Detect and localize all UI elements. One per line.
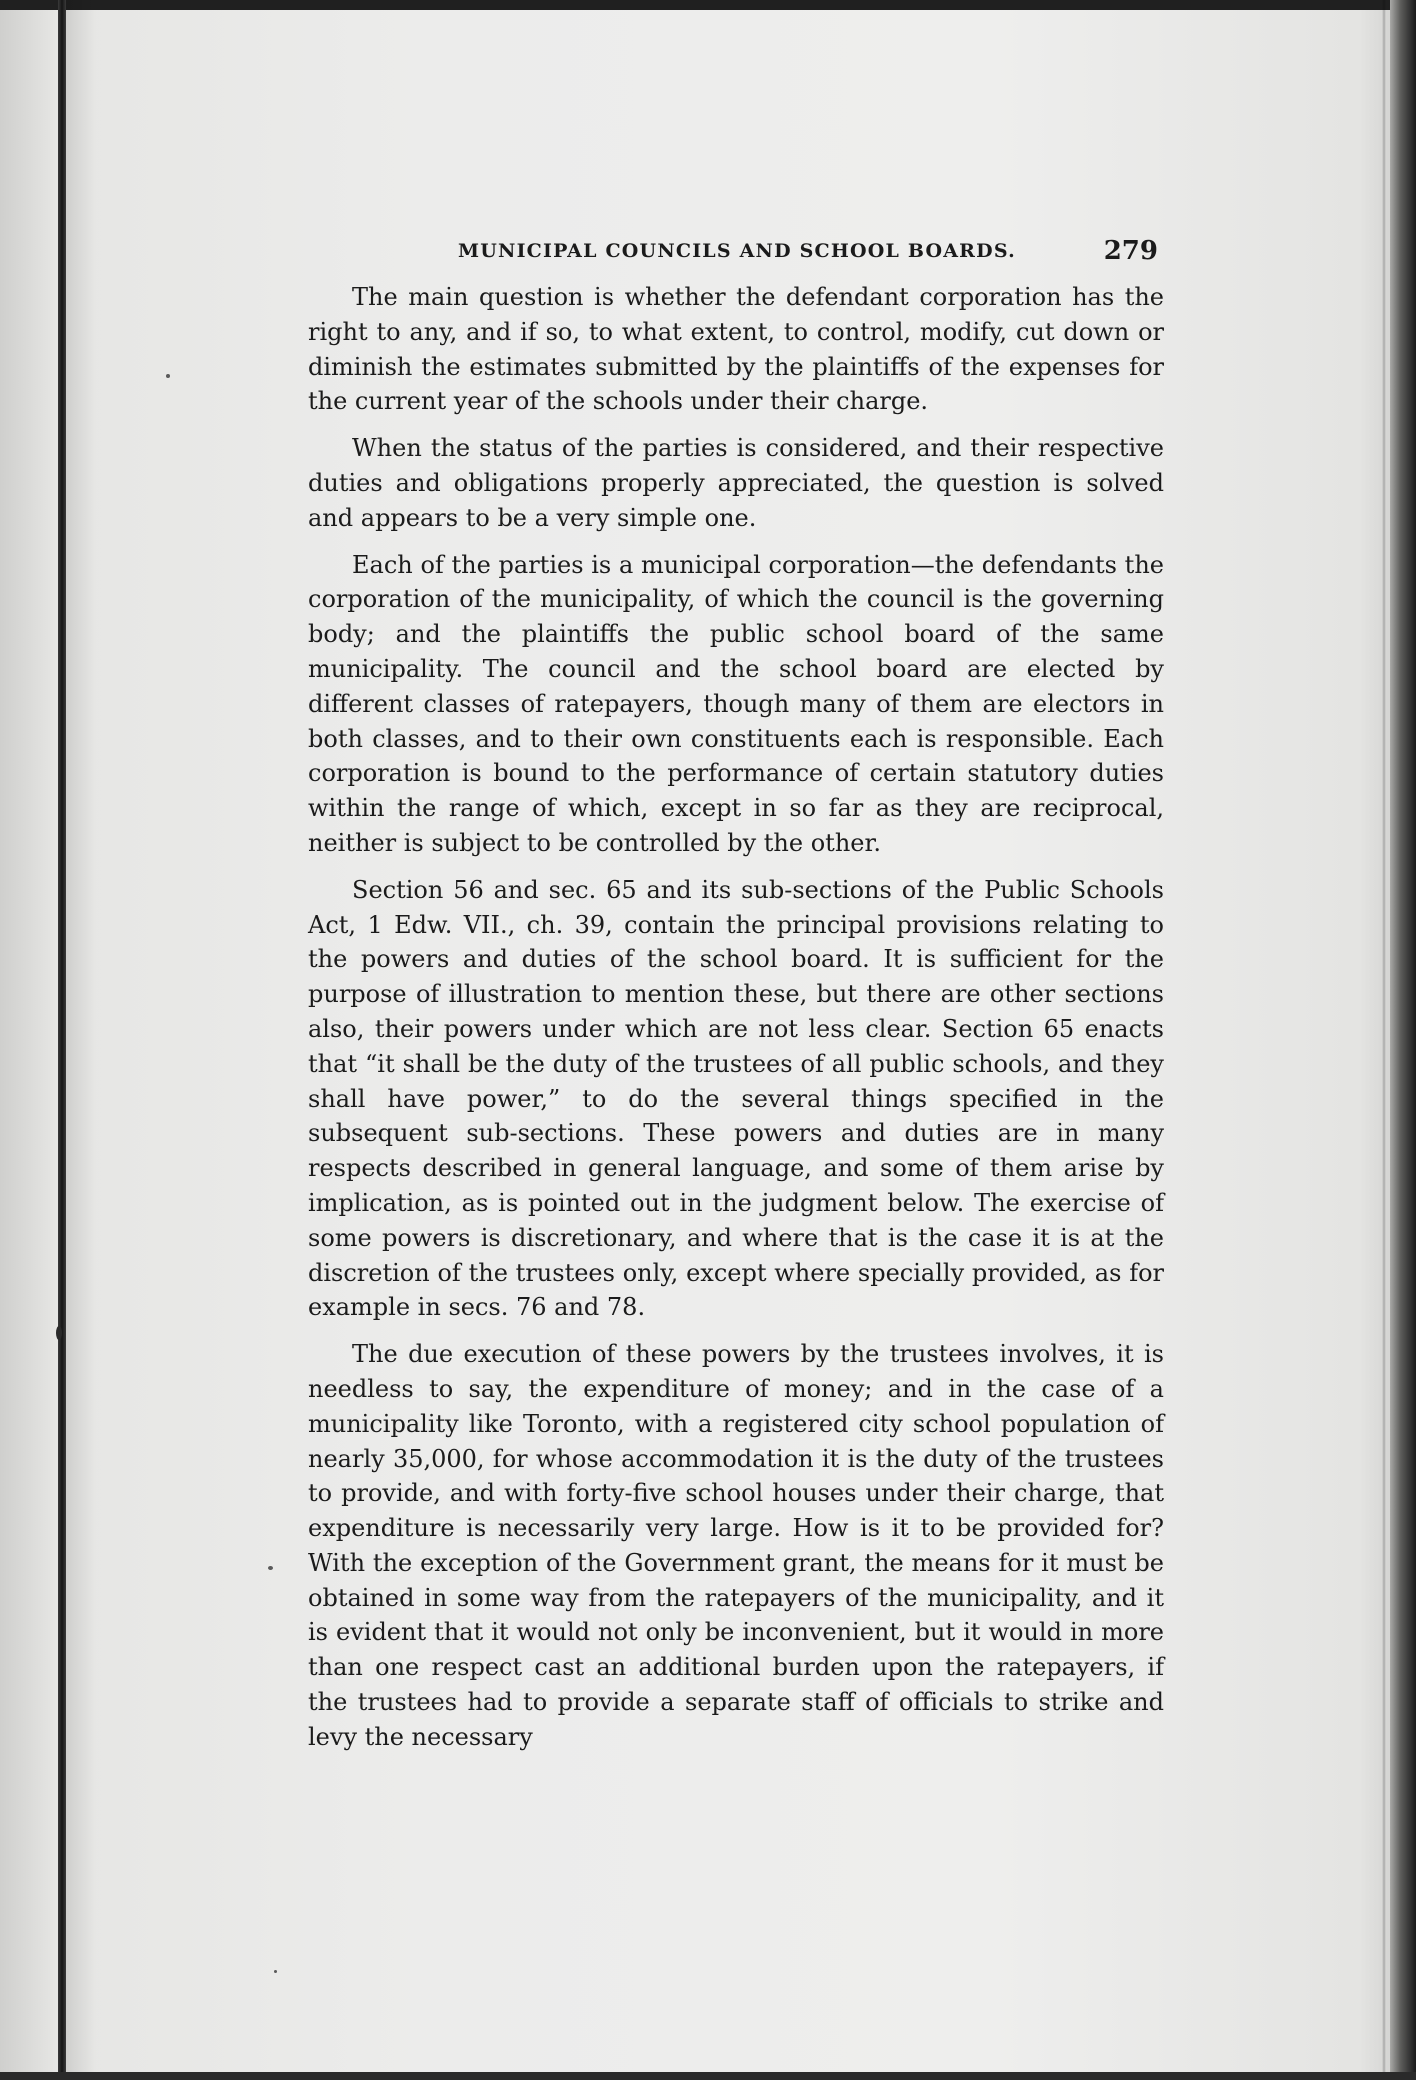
right-scan-border — [1390, 0, 1416, 2080]
paper-speck — [56, 1326, 62, 1340]
body-paragraph: Each of the parties is a municipal corporation—the defendants the corporation of the municipality, of which the council is the governing body; and the plaintiffs the public school board of the same municipality. The council and the school board are elected by different classes of ratepayers, though many of them are electors in both classes, and to their own constituents each is responsible. Each corporation is bound to the performance of certain statutory duties within the range of which, except in so far as they are reciprocal, neither is subject to be controlled by the other. — [308, 550, 1164, 857]
spine-shadow — [66, 0, 96, 2080]
page-edge-shadow — [1382, 0, 1386, 2080]
binding-spine-line — [58, 0, 66, 2080]
paper-speck — [166, 374, 170, 378]
body-paragraph: The due execution of these powers by the trustees involves, it is needless to say, the expenditure of money; and in the case of a municipality like Toronto, with a registered city school population of nearly 35,000, for whose accommodation it is the duty of the trustees to provide, and with forty-five school houses under their charge, that expenditure is necessarily very large. How is it to be provided for? With the exception of the Government grant, the means for it must be obtained in some way from the ratepayers of the municipality, and it is evident that it would not only be inconvenient, but it would in more than one respect cast an additional burden upon the ratepayers, if the trustees had to provide a separate staff of officials to strike and levy the necessary — [308, 1340, 1164, 1751]
body-paragraph: Section 56 and sec. 65 and its sub-sections of the Public Schools Act, 1 Edw. VII., ch. 39, contain the principal provisions relating to the powers and duties of the school board. It is sufficient for the purpose of illustration to mention these, but there are other sections also, their powers under which are not less clear. Section 65 enacts that “it shall be the duty of the trustees of all public schools, and they shall have power,” to do the several things specified in the subsequent sub-sections. These powers and duties are in many respects described in general language, and some of them arise by implication, as is pointed out in the judgment below. The exercise of some powers is discretionary, and where that is the case it is at the discretion of the trustees only, except where specially provided, as for example in secs. 76 and 78. — [308, 875, 1164, 1322]
running-title: MUNICIPAL COUNCILS AND SCHOOL BOARDS. — [458, 240, 1016, 262]
body-paragraph: The main question is whether the defendant corporation has the right to any, and if so, to what extent, to control, modify, cut down or diminish the estimates submitted by the plaintiffs of the expenses for the current year of the schools under their charge. — [308, 283, 1164, 416]
body-paragraph: When the status of the parties is considered, and their respective duties and obligations properly appreciated, the question is solved and appears to be a very simple one. — [308, 434, 1164, 532]
top-scan-border — [0, 0, 1416, 10]
paper-speck — [274, 1970, 277, 1973]
page-number: 279 — [1103, 236, 1158, 266]
book-page — [308, 236, 1164, 1767]
paper-speck — [268, 1566, 273, 1570]
running-header — [308, 236, 1164, 272]
bottom-scan-border — [0, 2072, 1416, 2080]
